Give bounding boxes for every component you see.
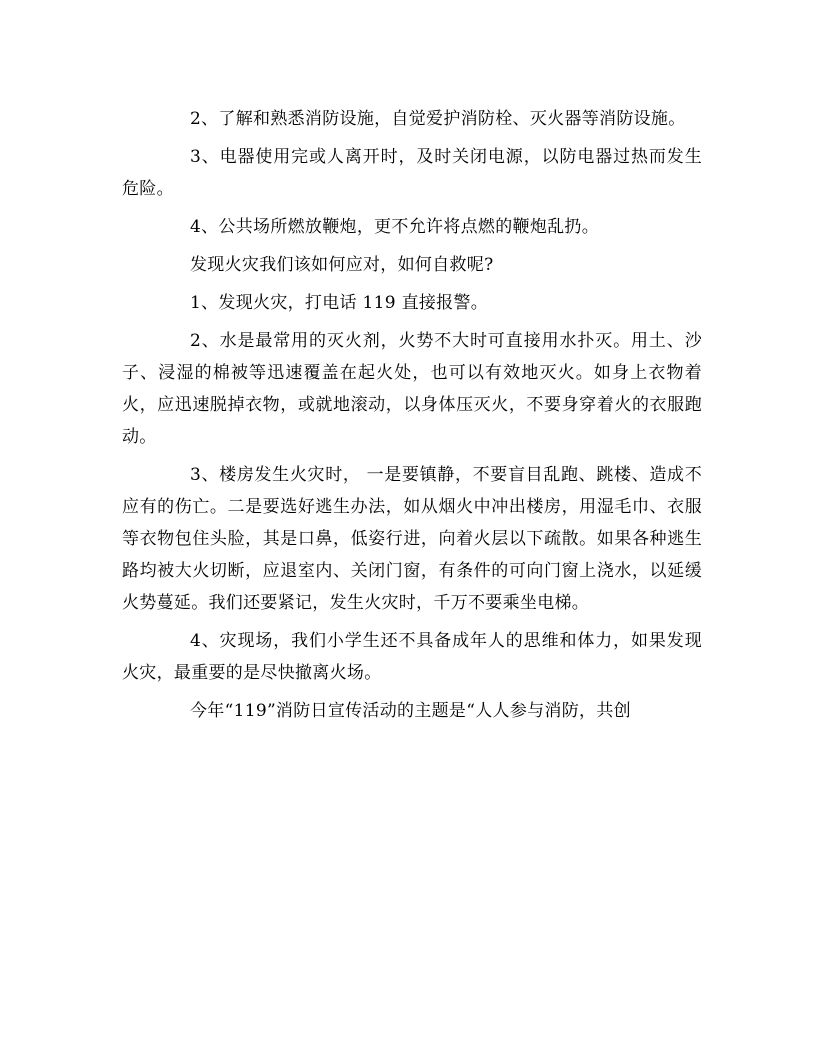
paragraph-9: 今年“119”消防日宣传活动的主题是“人人参与消防，共创 bbox=[190, 701, 631, 721]
paragraph-3: 4、公共场所燃放鞭炮，更不允许将点燃的鞭炮乱扔。 bbox=[190, 217, 600, 237]
paragraph-8: 4、灾现场，我们小学生还不具备成年人的思维和体力，如果发现火灾，最重要的是尽快撤离火场。 bbox=[122, 631, 702, 683]
paragraph-5: 1、发现火灾，打电话 119 直接报警。 bbox=[190, 293, 489, 313]
paragraph-4: 发现火灾我们该如何应对，如何自救呢? bbox=[190, 255, 494, 275]
paragraph-1: 2、了解和熟悉消防设施，自觉爱护消防栓、灭火器等消防设施。 bbox=[190, 109, 686, 129]
document-body bbox=[122, 103, 702, 733]
paragraph-6: 2、水是最常用的灭火剂，火势不大时可直接用水扑灭。用土、沙子、浸湿的棉被等迅速覆盖在起火处，也可以有效地灭火。如身上衣物着火，应迅速脱掉衣物，或就地滚动，以身体压灭火，不要身穿着火的衣服跑动。 bbox=[122, 331, 702, 447]
paragraph-7: 3、楼房发生火灾时， 一是要镇静，不要盲目乱跑、跳楼、造成不应有的伤亡。二是要选好逃生办法，如从烟火中冲出楼房，用湿毛巾、衣服等衣物包住头脸，其是口鼻，低姿行进，向着火层以下疏散。如果各种逃生路均被大火切断，应退室内、关闭门窗，有条件的可向门窗上浇水，以延缓火势蔓延。我们还要紧记，发生火灾时，千万不要乘坐电梯。 bbox=[122, 465, 702, 613]
paragraph-2: 3、电器使用完或人离开时，及时关闭电源，以防电器过热而发生危险。 bbox=[122, 147, 702, 199]
